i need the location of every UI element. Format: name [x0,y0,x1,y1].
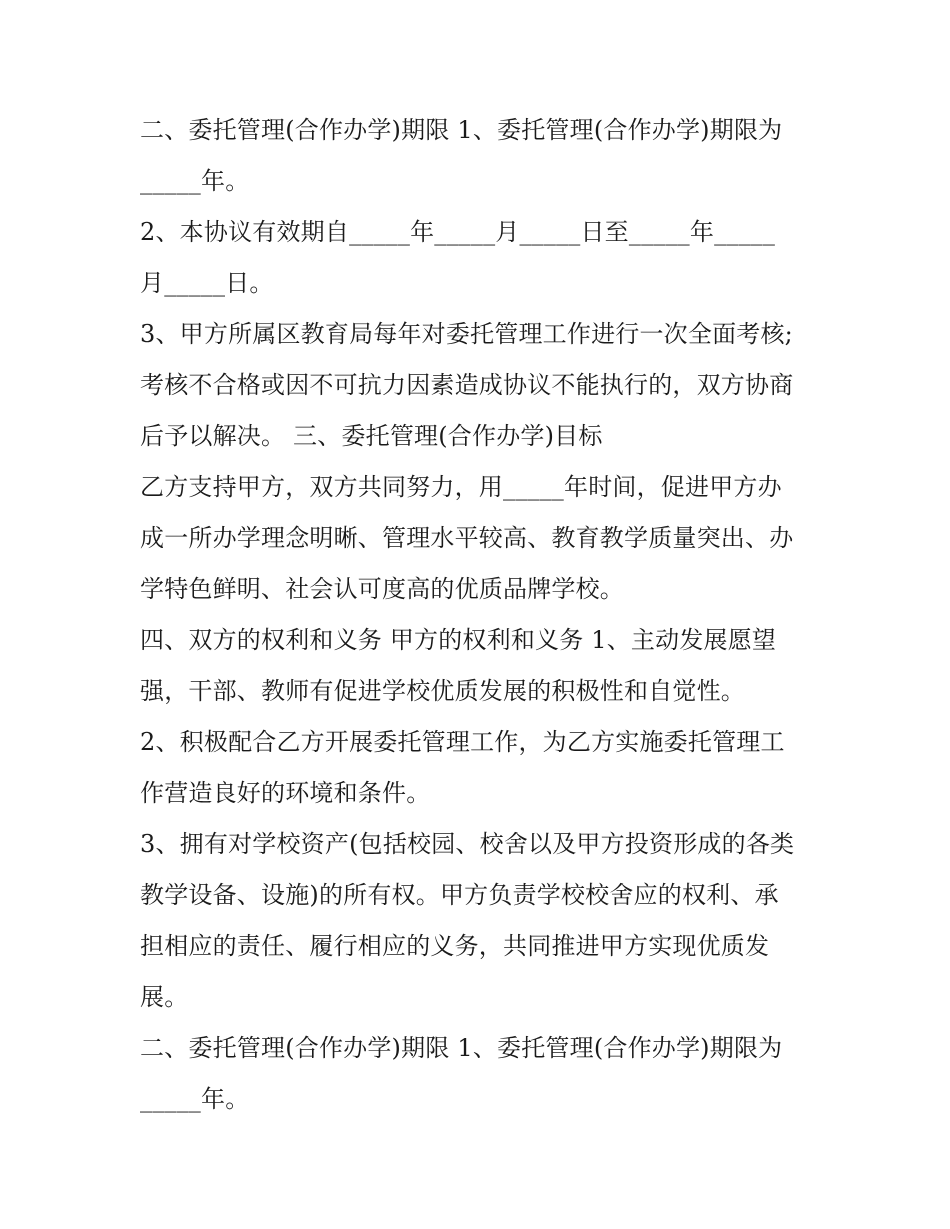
text-line: 展。 [140,983,189,1011]
text-line: 3、甲方所属区教育局每年对委托管理工作进行一次全面考核; [140,320,793,348]
text-line: 2、本协议有效期自_____年_____月_____日至_____年_____ [140,218,776,246]
text-line: 2、积极配合乙方开展委托管理工作，为乙方实施委托管理工 [140,728,785,756]
text-line: _____年。 [140,167,250,195]
text-line: 乙方支持甲方，双方共同努力，用_____年时间，促进甲方办 [140,473,782,501]
text-line: _____年。 [140,1085,250,1113]
text-line: 后予以解决。 三、委托管理(合作办学)目标 [140,422,603,450]
text-line: 月_____日。 [140,269,274,297]
text-line: 担相应的责任、履行相应的义务，共同推进甲方实现优质发 [140,932,770,960]
text-line: 学特色鲜明、社会认可度高的优质品牌学校。 [140,575,624,603]
text-line: 3、拥有对学校资产(包括校园、校舍以及甲方投资形成的各类 [140,830,795,858]
text-line: 考核不合格或因不可抗力因素造成协议不能执行的，双方协商 [140,371,794,399]
text-line: 成一所办学理念明晰、管理水平较高、教育教学质量突出、办 [140,524,794,552]
text-line: 作营造良好的环境和条件。 [140,779,431,807]
text-line: 二、委托管理(合作办学)期限 1、委托管理(合作办学)期限为 [140,116,783,144]
text-line: 四、双方的权利和义务 甲方的权利和义务 1、主动发展愿望 [140,626,777,654]
text-line: 二、委托管理(合作办学)期限 1、委托管理(合作办学)期限为 [140,1034,783,1062]
document-body [140,105,820,1125]
text-line: 强，干部、教师有促进学校优质发展的积极性和自觉性。 [140,677,745,705]
text-line: 教学设备、设施)的所有权。甲方负责学校校舍应的权利、承 [140,881,779,909]
